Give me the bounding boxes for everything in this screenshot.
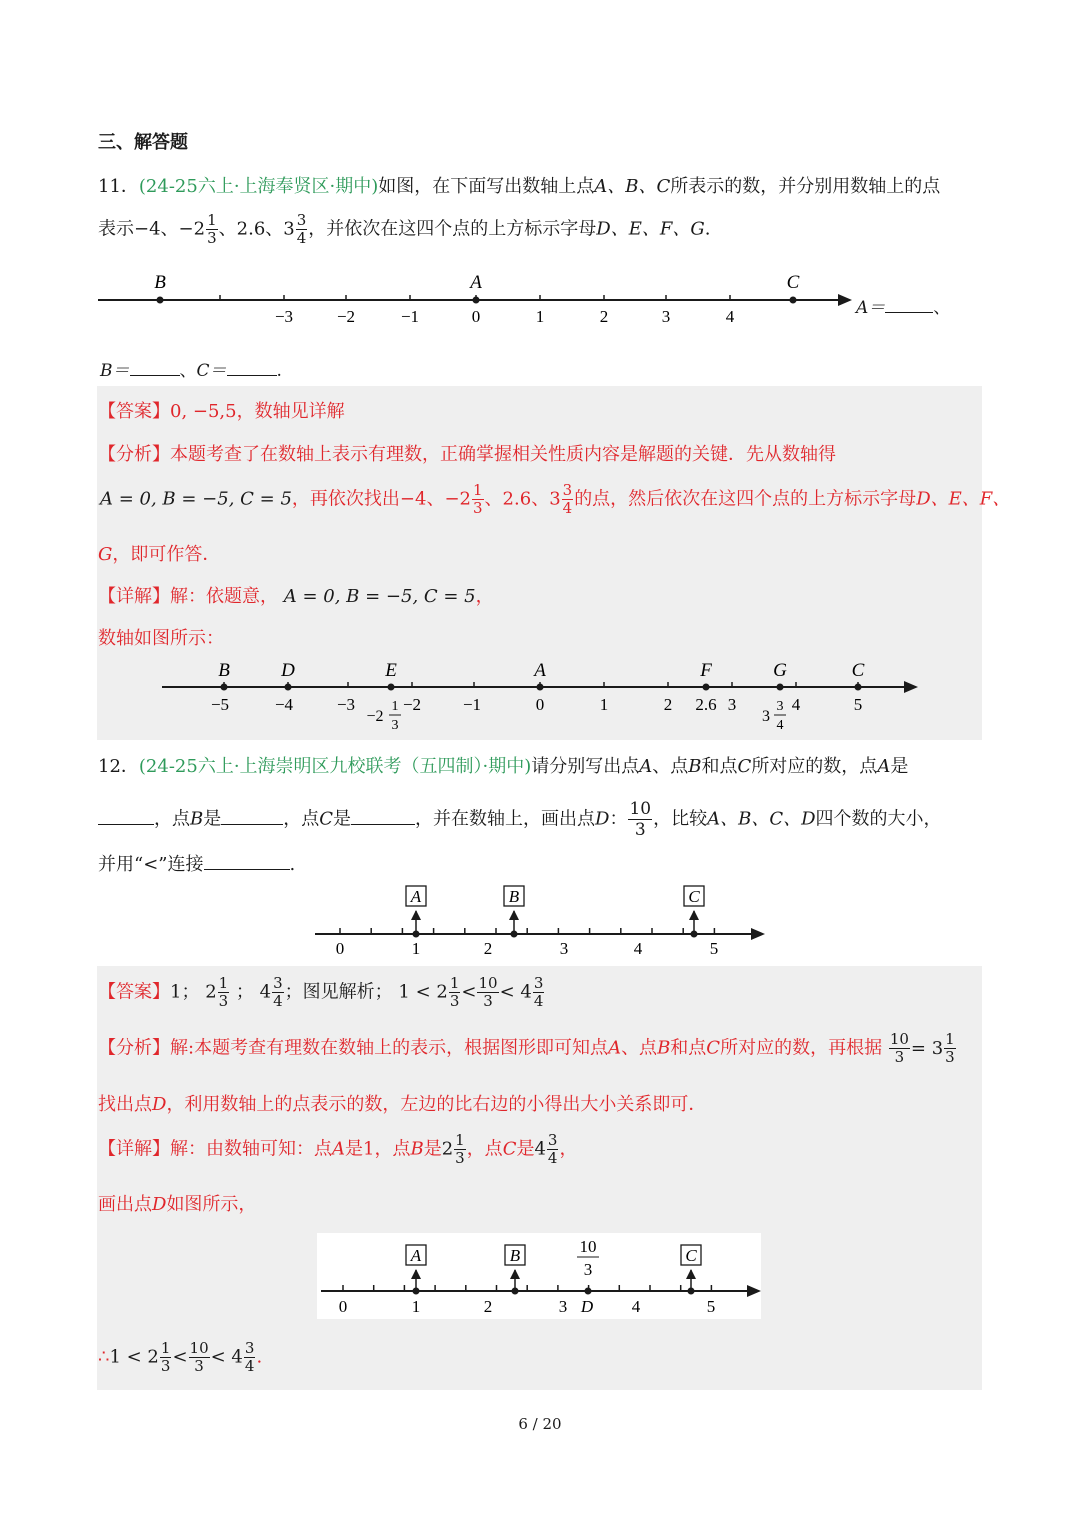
q12-analysis-line2: 找出点D，利用数轴上的点表示的数，左边的比右边的小得出大小关系即可． <box>98 1094 707 1115</box>
tick-label: −4 <box>274 695 294 714</box>
fraction: $\frac{3}{4}$ <box>296 211 307 247</box>
q11-answer: 【答案】0, −5,5，数轴见详解 <box>98 401 345 422</box>
label-c: C <box>851 660 865 681</box>
label-d: D <box>580 1297 594 1316</box>
point-a <box>473 297 480 304</box>
tick-label: −2 <box>336 307 356 326</box>
tick-label: 3 <box>559 939 569 958</box>
q12-number-line <box>305 880 775 962</box>
tick-label: −3 <box>274 307 294 326</box>
q12-source: (24-25六上·上海崇明区九校联考（五四制）·期中) <box>138 756 532 777</box>
point-b <box>511 931 518 938</box>
q12-number: 12． <box>98 756 139 777</box>
point-b <box>157 297 164 304</box>
label-a: A <box>534 660 546 681</box>
tick-label: 1 <box>599 695 609 714</box>
label-e: E <box>385 660 397 681</box>
point-c <box>688 1288 695 1295</box>
mixed-num: 3 <box>776 699 784 714</box>
answer-blank[interactable] <box>204 855 290 870</box>
tick-label: −2 <box>402 695 422 714</box>
q12-answer: 【答案】1； 2 $\frac{1}{3}$ ； 4 $\frac{3}{4}$ ；图见解析； 1 < 2 $\frac{1}{3}$ < $\frac{10}{3}$ < 4 $\frac{3}{4}$ <box>98 974 544 1010</box>
svg-text:5: 5 <box>706 1297 716 1316</box>
label-b: B <box>154 272 166 293</box>
point-d <box>585 1288 592 1295</box>
point-a <box>413 931 420 938</box>
tick-label: 2 <box>599 307 609 326</box>
q11-number: 11． <box>98 176 139 197</box>
svg-text:A: A <box>410 1246 422 1265</box>
tick-label: 4 <box>791 695 801 714</box>
q12-analysis: 【分析】解:本题考查有理数在数轴上的表示，根据图形即可知点A、点B和点C所对应的数，再根据 $\frac{10}{3}$ = 3 $\frac{1}{3}$ <box>98 1030 955 1066</box>
tick-label: −5 <box>210 695 230 714</box>
q11-source: (24-25六上·上海奉贤区·期中) <box>138 176 379 197</box>
fraction: $\frac{3}{4}$ <box>273 974 283 1010</box>
mixed-num: 1 <box>391 699 399 714</box>
tick-label: 2 <box>483 939 493 958</box>
label-c: C <box>786 272 800 293</box>
tick-label: 2 <box>663 695 673 714</box>
tick-label: 1 <box>535 307 545 326</box>
q11-analysis: 【分析】本题考查了在数轴上表示有理数，正确掌握相关性质内容是解题的关键．先从数轴得 <box>98 444 836 465</box>
fraction: $\frac{10}{3}$ <box>629 799 652 840</box>
tick-label-2-6: 2.6 <box>695 695 717 714</box>
tick-label: −3 <box>336 695 356 714</box>
q12-line2: ，点B是 ，点C是 ，并在数轴上，画出点D： $\frac{10}{3}$ ，比较A、B、C、D四个数的大小， <box>98 799 942 840</box>
box-label-b: B <box>508 887 520 906</box>
mixed-whole: −2 <box>366 708 384 725</box>
answer-blank[interactable] <box>130 361 180 376</box>
svg-text:4: 4 <box>631 1297 641 1316</box>
point-b <box>512 1288 519 1295</box>
q12-conclusion: ∴1 < 2 $\frac{1}{3}$ < $\frac{10}{3}$ < 4 $\frac{3}{4}$ . <box>98 1339 263 1375</box>
q11-line2: 表示−4、−2 $\frac{1}{3}$ 、2.6、3 $\frac{3}{4}$ ，并依次在这四个点的上方标示字母D、E、F、G. <box>98 211 711 247</box>
tick-label: 1 <box>411 939 421 958</box>
tick-label: 0 <box>335 939 345 958</box>
q11-analysis-line3: G，即可作答． <box>98 544 221 565</box>
q11-detail: 【详解】解：依题意， A = 0, B = −5, C = 5， <box>98 586 494 607</box>
point-c <box>790 297 797 304</box>
q11-bc-answer: B＝ 、C＝ . <box>100 361 282 381</box>
svg-text:0: 0 <box>338 1297 348 1316</box>
tick-label: 4 <box>725 307 735 326</box>
box-label-a: A <box>410 887 422 906</box>
q11-line1: 11．(24-25六上·上海奉贤区·期中)如图，在下面写出数轴上点A、B、C所表示的数，并分别用数轴上的点 <box>98 176 941 197</box>
svg-text:B: B <box>509 1246 521 1265</box>
q12-solution-box <box>97 966 982 1390</box>
box-label-c: C <box>688 887 700 906</box>
mixed-den: 4 <box>776 718 784 733</box>
fraction: $\frac{3}{4}$ <box>562 481 573 517</box>
q12-line3: 并用“<”连接 . <box>98 854 296 875</box>
d-fraction-den: 3 <box>583 1260 593 1279</box>
svg-text:C: C <box>685 1246 697 1265</box>
point-c <box>691 931 698 938</box>
tick-label: 0 <box>471 307 481 326</box>
tick-label: −1 <box>400 307 420 326</box>
label-g: G <box>773 660 787 681</box>
q12-detail-line2: 画出点D如图所示， <box>98 1194 257 1215</box>
q11-detail-line2: 数轴如图所示： <box>98 628 224 649</box>
tick-label: 5 <box>853 695 863 714</box>
fraction: $\frac{1}{3}$ <box>218 974 229 1010</box>
point-b <box>221 684 228 691</box>
q11-a-answer: A＝ 、 <box>856 298 951 318</box>
answer-blank[interactable] <box>885 298 933 313</box>
tick-label: −1 <box>462 695 482 714</box>
answer-blank[interactable] <box>351 810 415 825</box>
point-d <box>285 684 292 691</box>
point-e <box>388 684 395 691</box>
q11-solution-number-line <box>150 654 930 736</box>
q11-number-line <box>90 268 870 332</box>
answer-blank[interactable] <box>98 810 154 825</box>
tick-label: 4 <box>633 939 643 958</box>
svg-text:1: 1 <box>411 1297 421 1316</box>
fraction: $\frac{1}{3}$ <box>207 211 217 247</box>
point-c <box>855 684 862 691</box>
q11-analysis-line2: A = 0, B = −5, C = 5，再依次找出−4、−2 $\frac{1}{3}$ 、2.6、3 $\frac{3}{4}$ 的点，然后依次在这四个点的上方标示字母D、E、F、 <box>100 481 1011 517</box>
mixed-whole: 3 <box>762 708 770 725</box>
point-f <box>703 684 710 691</box>
tick-label: 0 <box>535 695 545 714</box>
q12-line1: 12．(24-25六上·上海崇明区九校联考（五四制）·期中)请分别写出点A、点B和点C所对应的数，点A是 <box>98 756 909 777</box>
mixed-den: 3 <box>391 718 399 733</box>
tick-label: 3 <box>661 307 671 326</box>
label-a: A <box>470 272 482 293</box>
point-g <box>777 684 784 691</box>
point-a <box>413 1288 420 1295</box>
answer-blank[interactable] <box>227 361 277 376</box>
q12-solution-number-line <box>317 1233 761 1319</box>
section-title: 三、解答题 <box>98 132 188 153</box>
page-number: 6 / 20 <box>518 1415 562 1433</box>
fraction: $\frac{1}{3}$ <box>473 481 483 517</box>
label-f: F <box>700 660 712 681</box>
tick-label: 5 <box>709 939 719 958</box>
point-a <box>537 684 544 691</box>
label-b: B <box>218 660 230 681</box>
tick-label: 3 <box>727 695 737 714</box>
d-fraction-num: 10 <box>579 1237 597 1256</box>
svg-text:3: 3 <box>558 1297 568 1316</box>
svg-text:2: 2 <box>483 1297 493 1316</box>
q12-detail: 【详解】解：由数轴可知：点A是1，点B是2 $\frac{1}{3}$ ，点C是4 $\frac{3}{4}$ ， <box>98 1131 578 1167</box>
answer-blank[interactable] <box>221 810 283 825</box>
label-d: D <box>281 660 295 681</box>
